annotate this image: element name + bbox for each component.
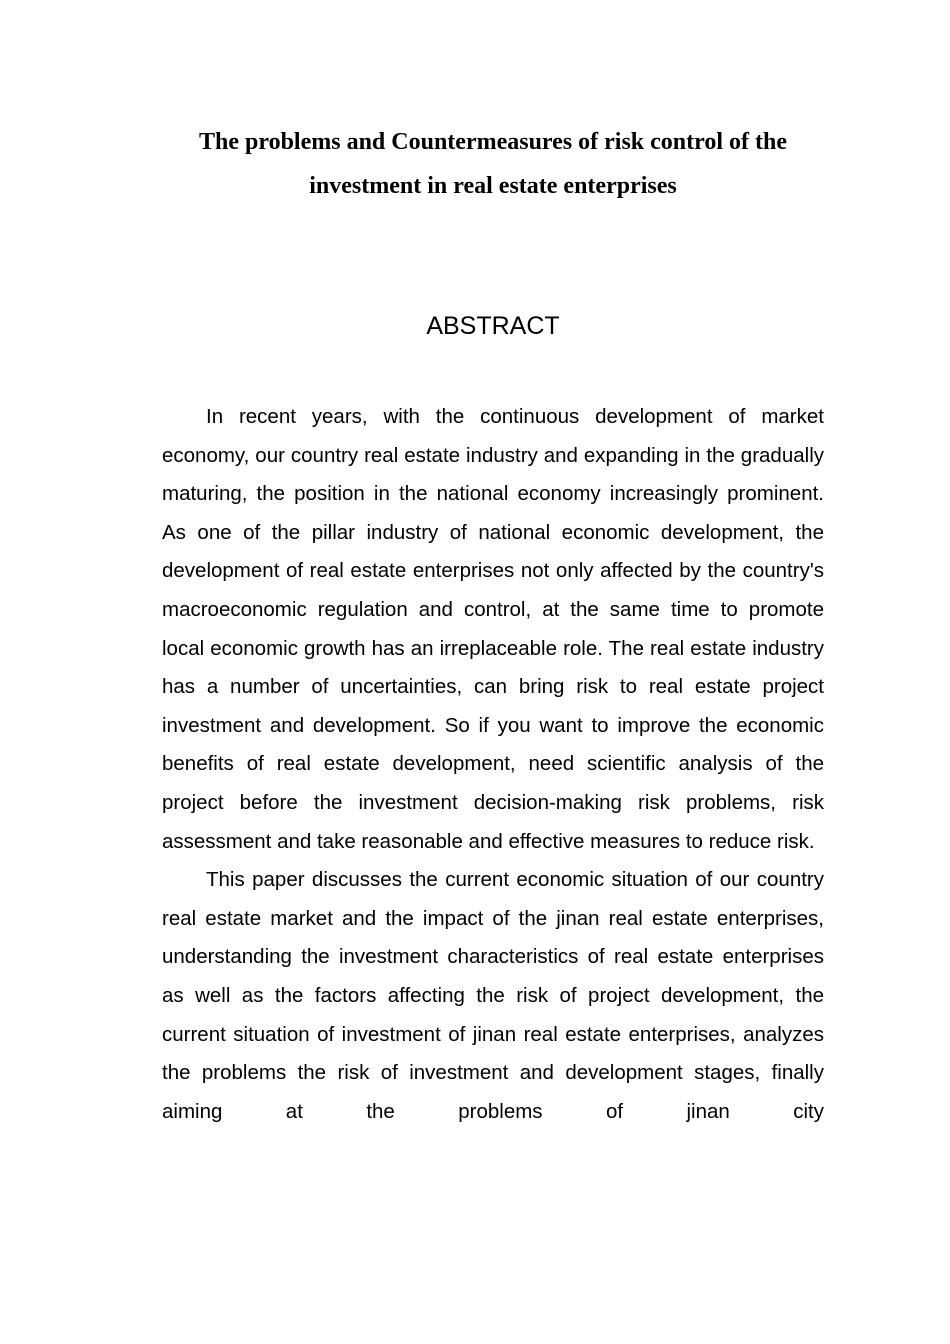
- abstract-paragraph-2: This paper discusses the current economic situation of our country real estate market and the impact of the jinan real estate enterprises, understanding the investment characteristics of real estate enterprises as well as the factors affecting the risk of project development, the current situation of investment of jinan real estate enterprises, analyzes the problems the risk of investment and development stages, finally aiming at the problems of jinan city: [162, 868, 824, 1123]
- paper-title-line-2: investment in real estate enterprises: [309, 173, 677, 199]
- abstract-body: [162, 398, 824, 1131]
- abstract-heading: ABSTRACT: [426, 312, 560, 340]
- abstract-paragraph-1: In recent years, with the continuous development of market economy, our country real estate industry and expanding in the gradually maturing, the position in the national economy increasingly prominent. As one of the pillar industry of national economic development, the development of real estate enterprises not only affected by the country's macroeconomic regulation and control, at the same time to promote local economic growth has an irreplaceable role. The real estate industry has a number of uncertainties, can bring risk to real estate project investment and development. So if you want to improve the economic benefits of real estate development, need scientific analysis of the project before the investment decision-making risk problems, risk assessment and take reasonable and effective measures to reduce risk.: [162, 405, 824, 853]
- paper-title-line-1: The problems and Countermeasures of risk control of the: [199, 129, 787, 155]
- paper-title: [162, 120, 824, 208]
